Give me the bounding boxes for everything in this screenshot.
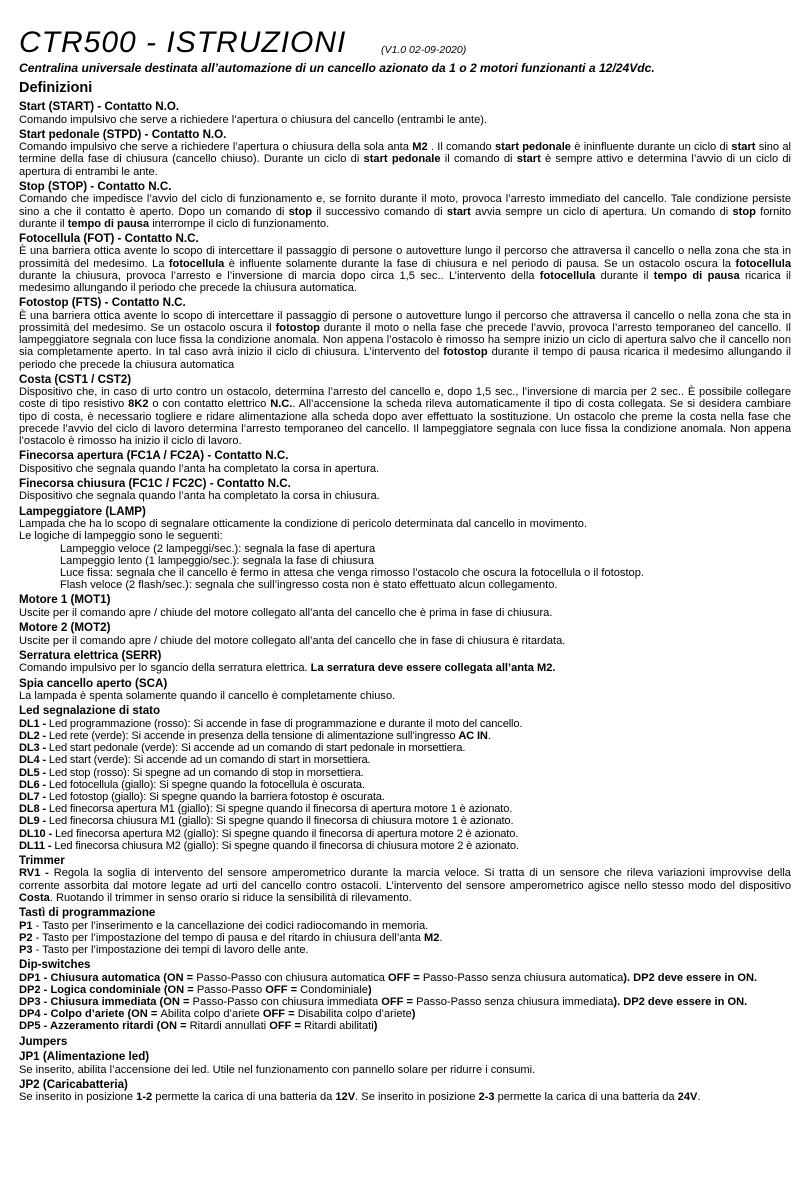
led-item: DL6 - Led fotocellula (giallo): Si spegne quando la fotocellula è oscurata. <box>19 778 365 791</box>
dip-dp3: DP3 - Chiusura immediata (ON = Passo-Passo con chiusura immediata OFF = Passo-Passo senza chiusura immediata). DP2 deve essere in ON. <box>19 996 748 1009</box>
jumpers-heading: Jumpers <box>19 1034 68 1048</box>
fts-text: È una barriera ottica avente lo scopo di intercettare il passaggio di persone o autovetture lungo il percorso che attraversa il cancello o nella zona che sta in prossimità del medesimo. Se un ostacolo oscura il fotostop durante il moto o nella fase che precede l’avvio, provoca l’arresto temporaneo del cancello. Il lampeggiatore segnala con luce fissa la condizione anomala. Non appena l’ostacolo è rimosso ha sempre inizio un ciclo di apertura salvo che il cancello non sia completamente aperto. In tal caso avrà inizio il ciclo di chiusura. L’intervento del fotostop durante il tempo di pausa ricarica il medesimo allungando il periodo che precede la chiusura automatica <box>19 309 791 371</box>
fot-heading: Fotocellula (FOT) - Contatto N.C. <box>19 231 199 245</box>
title-row <box>19 26 791 60</box>
jp1-text: Se inserito, abilita l’accensione dei led. Utile nel funzionamento con pannello solare per ridurre i consumi. <box>19 1063 536 1076</box>
fcc-heading: Finecorsa chiusura (FC1C / FC2C) - Contatto N.C. <box>19 476 291 490</box>
fca-text: Dispositivo che segnala quando l’anta ha completato la corsa in apertura. <box>19 462 380 475</box>
jp2-heading: JP2 (Caricabatteria) <box>19 1077 128 1091</box>
sca-heading: Spia cancello aperto (SCA) <box>19 676 168 690</box>
mot2-text: Uscite per il comando apre / chiude del motore collegato all’anta del cancello che in fase di chiusura è ritardata. <box>19 634 566 647</box>
start-text: Comando impulsivo che serve a richiedere l’apertura o chiusura del cancello (entrambi le ante). <box>19 113 488 126</box>
led-item: DL4 - Led start (verde): Si accende ad un comando di start in morsettiera. <box>19 754 371 767</box>
dip-dp1: DP1 - Chiusura automatica (ON = Passo-Passo con chiusura automatica OFF = Passo-Passo senza chiusura automatica). DP2 deve essere in ON. <box>19 971 758 984</box>
led-item: DL9 - Led finecorsa chiusura M1 (giallo): Si spegne quando il finecorsa di chiusura motore 1 è azionato. <box>19 815 514 828</box>
jp1-heading: JP1 (Alimentazione led) <box>19 1050 150 1064</box>
fot-text: È una barriera ottica avente lo scopo di intercettare il passaggio di persone o autovetture lungo il percorso che attraversa il cancello o nella zona che sta in prossimità del medesimo. La fotocellula è influente solamente durante la fase di chiusura e nel periodo di pausa. Se un ostacolo oscura la fotocellula durante la chiusura, provoca l’arresto e l’inversione di marcia dopo circa 1,5 sec.. L’intervento della fotocellula durante il tempo di pausa ricarica il medesimo allungando il periodo che precede la chiusura automatica. <box>19 245 791 295</box>
led-item: DL1 - Led programmazione (rosso): Si accende in fase di programmazione e durante il moto del cancello. <box>19 717 523 730</box>
page-title: CTR500 - ISTRUZIONI <box>19 26 347 59</box>
lamp-item: Lampeggio lento (1 lampeggio/sec.): segnala la fase di chiusura <box>60 554 374 567</box>
led-item: DL3 - Led start pedonale (verde): Si accende ad un comando di start pedonale in morsettiera. <box>19 742 466 755</box>
lamp-text-2: Le logiche di lampeggio sono le seguenti: <box>19 530 223 543</box>
stop-text: Comando che impedisce l’avvio del ciclo di funzionamento e, se fornito durante il moto, provoca l’arresto immediato del cancello. Tale condizione persiste sino a che il contatto è aperto. Dopo un comando di stop il successivo comando di start avvia sempre un ciclo di apertura. Un comando di stop fornito durante il tempo di pausa interrompe il ciclo di funzionamento. <box>19 193 791 230</box>
lamp-heading: Lampeggiatore (LAMP) <box>19 504 146 518</box>
page-subtitle: Centralina universale destinata all’automazione di un cancello azionato da 1 o 2 motori funzionanti a 12/24Vdc. <box>19 61 655 75</box>
trimmer-heading: Trimmer <box>19 853 65 867</box>
stpd-heading: Start pedonale (STPD) - Contatto N.O. <box>19 127 227 141</box>
costa-text: Dispositivo che, in caso di urto contro un ostacolo, determina l’arresto del cancello e, dopo 1,5 sec., l’inversione di marcia per 2 sec.. È possibile collegare coste di tipo resistivo 8K2 o con contatto elettrico N.C.. All’accensione la scheda rileva automaticamente il tipo di costa collegata. Se si desidera cambiare tipo di costa, è necessario togliere e ridare alimentazione alla scheda dopo aver effettuato la sostituzione. Un ostacolo che preme la costa nella fase che precede l’avvio del ciclo di lavoro determina l’arresto temporaneo del cancello. Il lampeggiatore segnala con luce fissa la condizione anomala. Non appena l’ostacolo è rimosso ha inizio il ciclo di lavoro. <box>19 386 791 448</box>
tasti-p3: P3 - Tasto per l’impostazione dei tempi di lavoro delle ante. <box>19 943 309 956</box>
tasti-heading: Tastì di programmazione <box>19 906 156 920</box>
costa-heading: Costa (CST1 / CST2) <box>19 372 132 386</box>
trimmer-text: RV1 - Regola la soglia di intervento del sensore amperometrico durante la marcia veloce. Si tratta di un sensore che rileva variazioni improvvise della corrente assorbita dal motore legate ad urti del cancello contro ostacoli. L’intervento del sensore amperometrico agisce nello stesso modo del dispositivo Costa. Ruotando il trimmer in senso orario si riduce la sensibilità di rilevamento. <box>19 867 791 904</box>
serr-heading: Serratura elettrica (SERR) <box>19 648 162 662</box>
mot1-heading: Motore 1 (MOT1) <box>19 593 111 607</box>
tasti-p2: P2 - Tasto per l’impostazione del tempo di pausa e del ritardo in chiusura dell’anta M2. <box>19 931 443 944</box>
lamp-item: Luce fissa: segnala che il cancello è fermo in attesa che venga rimosso l’ostacolo che oscura la fotocellula o il fotostop. <box>60 566 644 579</box>
definitions-heading: Definizioni <box>19 80 93 96</box>
tasti-p1: P1 - Tasto per l’inserimento e la cancellazione dei codici radiocomando in memoria. <box>19 919 429 932</box>
fcc-text: Dispositivo che segnala quando l’anta ha completato la corsa in chiusura. <box>19 490 380 503</box>
jp2-text: Se inserito in posizione 1-2 permette la carica di una batteria da 12V. Se inserito in posizione 2-3 permette la carica di una batteria da 24V. <box>19 1091 701 1104</box>
led-list <box>19 718 791 852</box>
start-heading: Start (START) - Contatto N.O. <box>19 100 180 113</box>
led-heading: Led segnalazione di stato <box>19 704 161 718</box>
led-item: DL11 - Led finecorsa chiusura M2 (giallo): Si spegne quando il finecorsa di chiusura motore 2 è azionato. <box>19 839 519 852</box>
fts-heading: Fotostop (FTS) - Contatto N.C. <box>19 296 186 310</box>
dip-heading: Dip-switches <box>19 958 91 972</box>
dip-dp2: DP2 - Logica condominiale (ON = Passo-Passo OFF = Condominiale) <box>19 983 372 996</box>
led-item: DL7 - Led fotostop (giallo): Si spegne quando la barriera fotostop è oscurata. <box>19 790 385 803</box>
stop-heading: Stop (STOP) - Contatto N.C. <box>19 179 172 193</box>
version-label: (V1.0 02-09-2020) <box>381 44 467 56</box>
dip-dp5: DP5 - Azzeramento ritardi (ON = Ritardi annullati OFF = Ritardi abilitati) <box>19 1020 378 1033</box>
document-page <box>19 26 792 1104</box>
lamp-item: Lampeggio veloce (2 lampeggi/sec.): segnala la fase di apertura <box>60 542 376 555</box>
led-item: DL5 - Led stop (rosso): Si spegne ad un comando di stop in morsettiera. <box>19 766 364 779</box>
led-item: DL10 - Led finecorsa apertura M2 (giallo): Si spegne quando il finecorsa di apertura motore 2 è azionato. <box>19 827 519 840</box>
led-item: DL8 - Led finecorsa apertura M1 (giallo): Si spegne quando il finecorsa di apertura motore 1 è azionato. <box>19 803 513 816</box>
led-item: DL2 - Led rete (verde): Si accende in presenza della tensione di alimentazione sull’ingresso AC IN. <box>19 729 491 742</box>
lamp-item: Flash veloce (2 flash/sec.): segnala che sull’ingresso costa non è stato effettuato alcun collegamento. <box>60 579 558 592</box>
serr-text: Comando impulsivo per lo sgancio della serratura elettrica. La serratura deve essere collegata all’anta M2. <box>19 662 556 675</box>
lamp-text-1: Lampada che ha lo scopo di segnalare otticamente la condizione di pericolo determinata dal cancello in movimento. <box>19 518 587 531</box>
mot2-heading: Motore 2 (MOT2) <box>19 621 111 635</box>
dip-dp4: DP4 - Colpo d’ariete (ON = Abilita colpo d’ariete OFF = Disabilita colpo d’ariete) <box>19 1008 416 1021</box>
fca-heading: Finecorsa apertura (FC1A / FC2A) - Contatto N.C. <box>19 449 289 463</box>
stpd-text: Comando impulsivo che serve a richiedere l’apertura o chiusura della sola anta M2 . Il comando start pedonale è ininfluente durante un ciclo di start sino al termine della fase di chiusura (cancello chiuso). Durante un ciclo di start pedonale il comando di start è sempre attivo e determina l’avvio di un ciclo di apertura di entrambi le ante. <box>19 141 792 178</box>
sca-text: La lampada è spenta solamente quando il cancello è completamente chiuso. <box>19 690 396 702</box>
mot1-text: Uscite per il comando apre / chiude del motore collegato all’anta del cancello che è prima in fase di chiusura. <box>19 606 553 619</box>
